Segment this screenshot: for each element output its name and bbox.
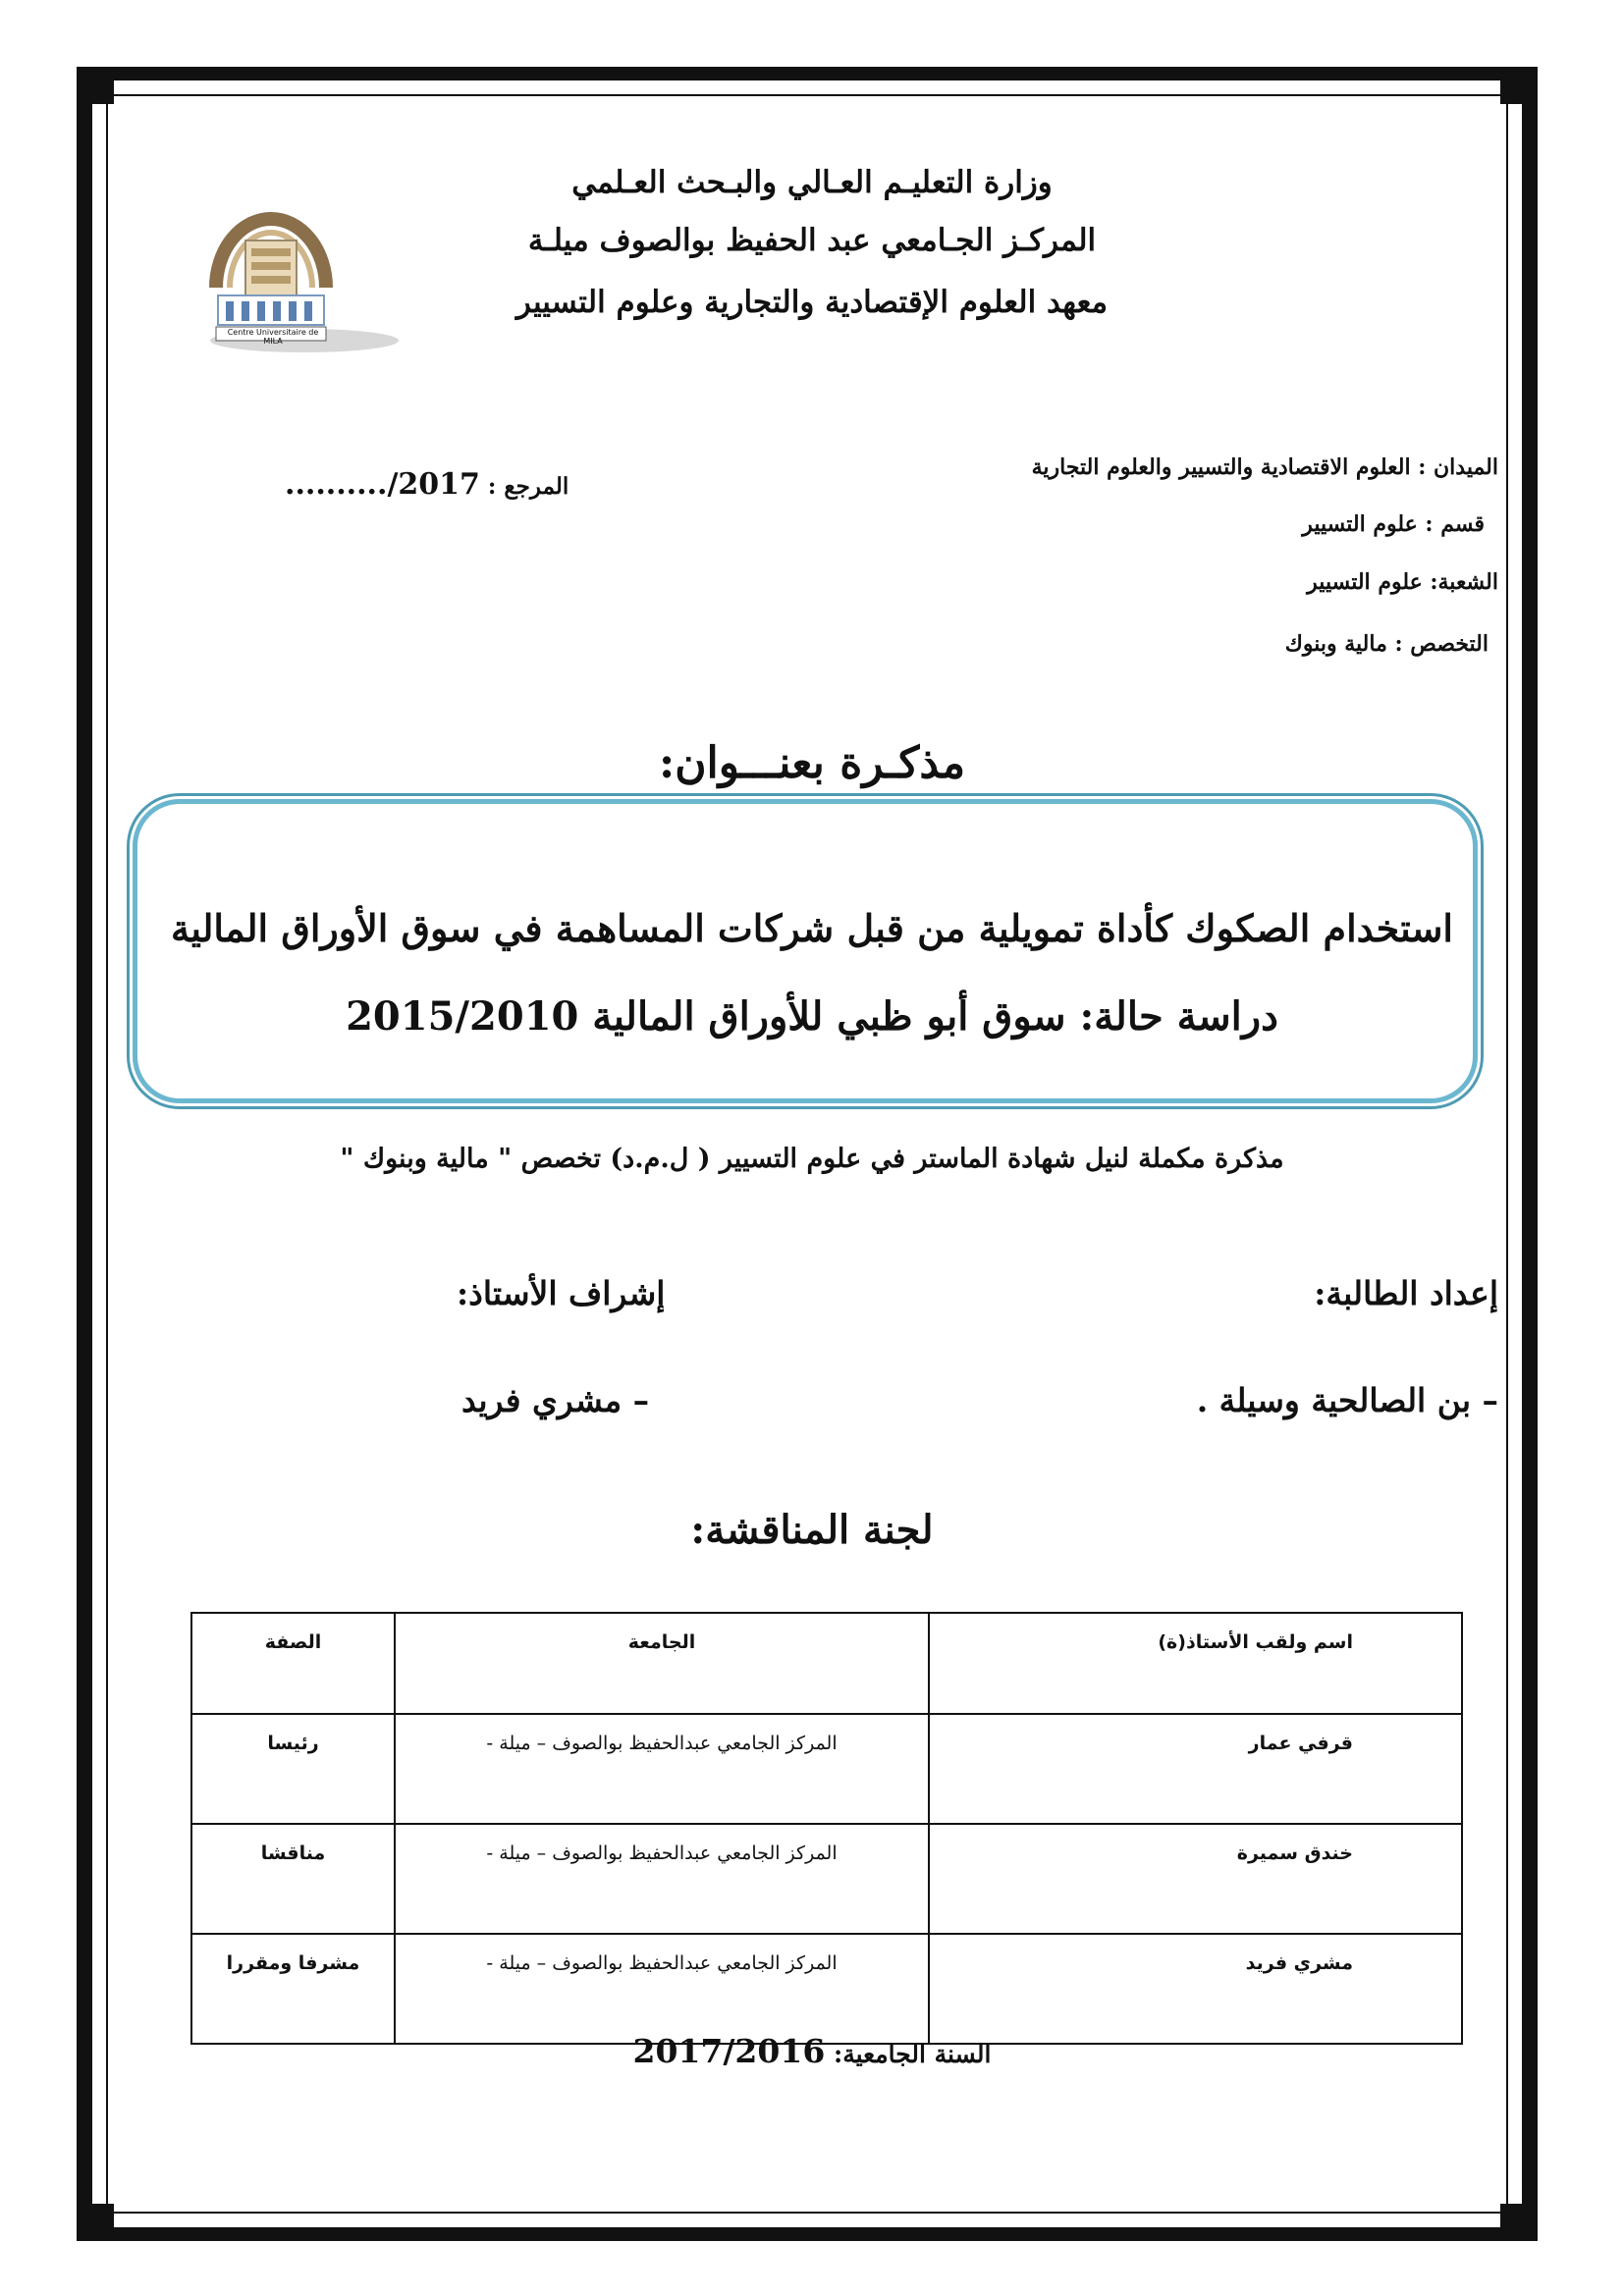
member-role: مناقشا (191, 1824, 395, 1934)
corner-bottom-right (1500, 2204, 1538, 2241)
thesis-title-line2: دراسة حالة: سوق أبو ظبي للأوراق المالية 2015/2010 (346, 993, 1278, 1040)
member-university: المركز الجامعي عبدالحفيظ بوالصوف – ميلة - (395, 1934, 929, 2044)
table-header-row (191, 1613, 1462, 1714)
header-university: الجامعة (395, 1613, 929, 1714)
table-row (191, 1824, 1462, 1934)
committee-title: لجنة المناقشة: (690, 1507, 934, 1553)
academic-year-value: 2017/2016 (632, 2032, 826, 2070)
logo-caption: Centre Universitaire de MILA (227, 328, 319, 346)
member-name: قرفي عمار (929, 1714, 1462, 1824)
academic-year (0, 2032, 1624, 2070)
corner-top-right (1500, 67, 1538, 104)
reference-value: ........../2017 (285, 467, 480, 502)
supervisor-name: – مشري فريد (461, 1381, 650, 1419)
student-name: – بن الصالحية وسيلة . (1196, 1381, 1498, 1419)
table-row (191, 1714, 1462, 1824)
thesis-title-label: مذكـرة بعنـــوان: (658, 738, 966, 788)
corner-bottom-left (77, 2204, 114, 2241)
field-domain: الميدان : العلوم الاقتصادية والتسيير والعلوم التجارية (1031, 454, 1498, 480)
student-label: إعداد الطالبة: (1314, 1274, 1498, 1312)
reference-label: المرجع : (487, 473, 569, 500)
committee-table (190, 1612, 1463, 2045)
member-role: رئيسا (191, 1714, 395, 1824)
institute-name: معهد العلوم الإقتصادية والتجارية وعلوم التسيير (515, 285, 1109, 320)
member-university: المركز الجامعي عبدالحفيظ بوالصوف – ميلة - (395, 1824, 929, 1934)
header-role: الصفة (191, 1613, 395, 1714)
degree-subtitle: مذكرة مكملة لنيل شهادة الماستر في علوم التسيير ( ل.م.د) تخصص " مالية وبنوك " (340, 1144, 1284, 1174)
field-specialty: التخصص : مالية وبنوك (1284, 631, 1489, 657)
university-name: المركـز الجـامعي عبد الحفيظ بوالصوف ميلـة (527, 223, 1097, 258)
member-name: خندق سميرة (929, 1824, 1462, 1934)
ministry-title: وزارة التعليـم العـالي والبـحث العـلمي (571, 165, 1053, 200)
member-name: مشري فريد (929, 1934, 1462, 2044)
reference (285, 467, 568, 502)
thesis-title-box (133, 799, 1478, 1103)
thesis-title-line1: استخدام الصكوك كأداة تمويلية من قبل شركات المساهمة في سوق الأوراق المالية (171, 906, 1453, 950)
corner-top-left (77, 67, 114, 104)
academic-year-label: السنة الجامعية: (834, 2040, 992, 2068)
field-branch: الشعبة: علوم التسيير (1307, 569, 1498, 595)
table-row (191, 1934, 1462, 2044)
field-department: قسم : علوم التسيير (1302, 511, 1485, 537)
member-university: المركز الجامعي عبدالحفيظ بوالصوف – ميلة - (395, 1714, 929, 1824)
member-role: مشرفا ومقررا (191, 1934, 395, 2044)
header-name: اسم ولقب الأستاذ(ة) (929, 1613, 1462, 1714)
supervisor-label: إشراف الأستاذ: (457, 1274, 666, 1312)
